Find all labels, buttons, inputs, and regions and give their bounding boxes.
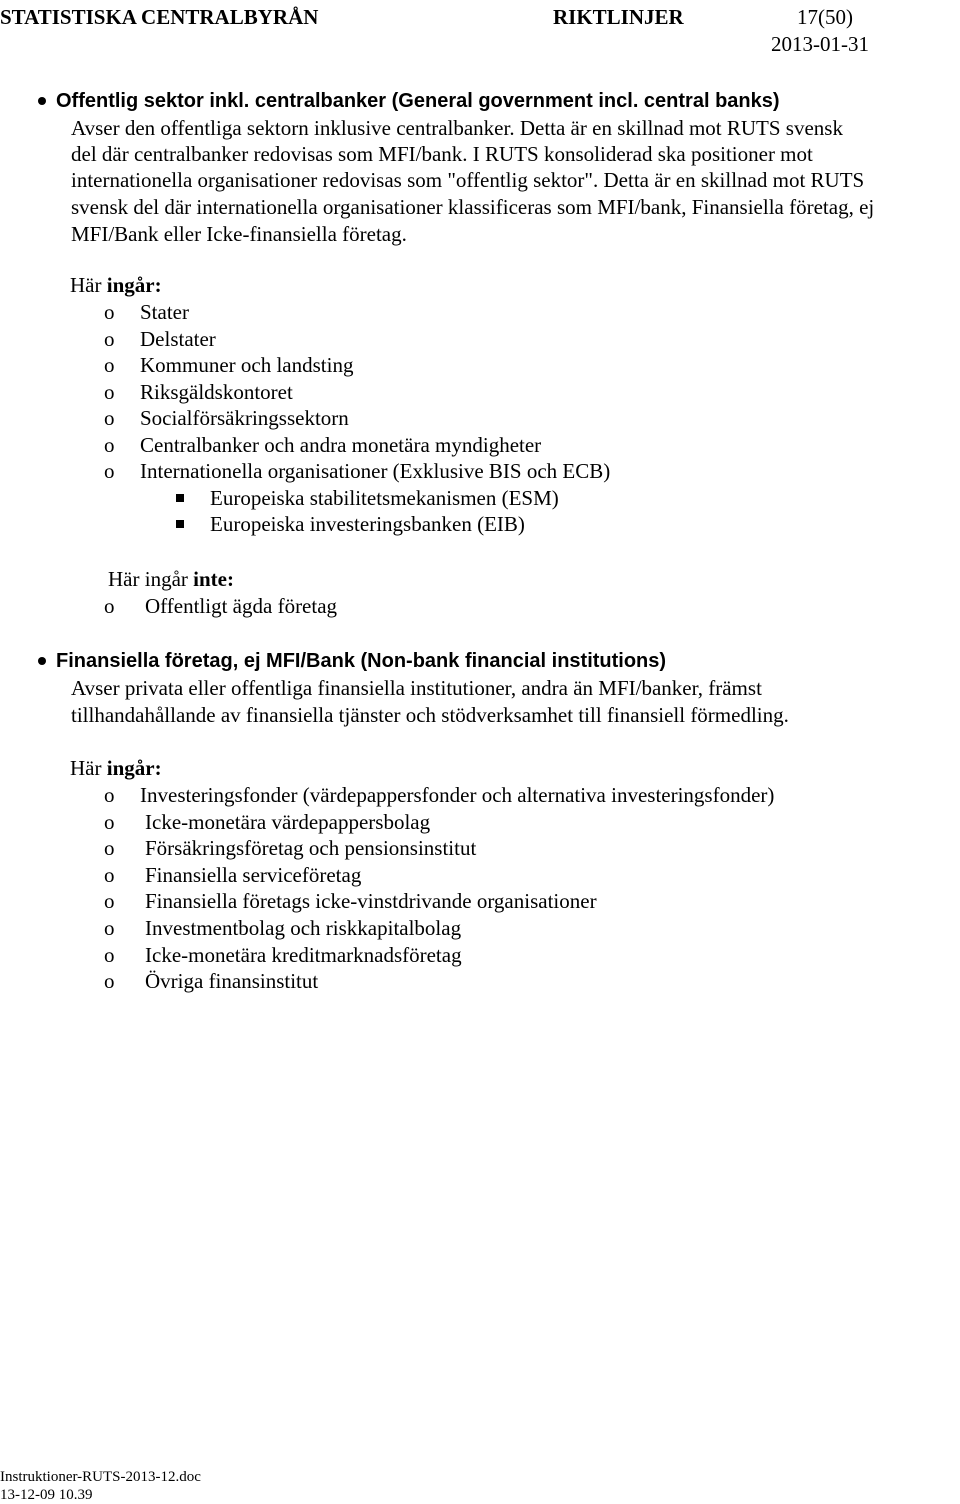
list-marker-icon: o <box>104 594 115 618</box>
footer-filename: Instruktioner-RUTS-2013-12.doc <box>0 1469 201 1485</box>
included-label-bold: ingår: <box>106 273 162 297</box>
excluded-label-bold: inte: <box>193 567 234 591</box>
section1-bullet-icon <box>38 97 46 105</box>
header-organization: STATISTISKA CENTRALBYRÅN <box>0 5 319 29</box>
list-marker-icon: o <box>104 327 115 351</box>
list-item: Internationella organisationer (Exklusive BIS och ECB) <box>140 459 611 483</box>
list-item: Stater <box>140 300 189 324</box>
section2-heading: Finansiella företag, ej MFI/Bank (Non-bank financial institutions) <box>56 650 667 672</box>
list-item: Icke-monetära värdepappersbolag <box>145 810 431 834</box>
section1-paragraph-line: internationella organisationer redovisas som "offentlig sektor". Detta är en skillnad mot RUTS <box>71 168 865 192</box>
section2-bullet-icon <box>38 657 46 665</box>
list-marker-icon: o <box>104 406 115 430</box>
section1-heading: Offentlig sektor inkl. centralbanker (General government incl. central banks) <box>56 90 780 112</box>
list-marker-icon: o <box>104 459 115 483</box>
section2-paragraph-line: Avser privata eller offentliga finansiella institutioner, andra än MFI/banker, främst <box>71 676 762 700</box>
included-label-prefix: Här <box>70 756 107 780</box>
list-marker-icon: o <box>104 863 115 887</box>
list-item: Delstater <box>140 327 216 351</box>
included-label-bold: ingår: <box>106 756 162 780</box>
section1-paragraph-line: Avser den offentliga sektorn inklusive centralbanker. Detta är en skillnad mot RUTS svensk <box>71 116 843 140</box>
section1-excluded-label <box>108 566 234 592</box>
list-item: Riksgäldskontoret <box>140 380 293 404</box>
excluded-label-prefix: Här ingår <box>108 567 194 591</box>
section2-included-label <box>70 755 162 781</box>
list-item: Offentligt ägda företag <box>145 594 338 618</box>
list-marker-icon: o <box>104 916 115 940</box>
list-marker-icon: o <box>104 889 115 913</box>
header-date: 2013-01-31 <box>771 32 869 56</box>
footer-timestamp: 13-12-09 10.39 <box>0 1487 93 1503</box>
list-item: Centralbanker och andra monetära myndigheter <box>140 433 542 457</box>
square-bullet-icon <box>176 520 184 528</box>
square-bullet-icon <box>176 494 184 502</box>
list-item: Kommuner och landsting <box>140 353 354 377</box>
list-marker-icon: o <box>104 810 115 834</box>
header-doc-type: RIKTLINJER <box>553 5 684 29</box>
list-item: Investmentbolag och riskkapitalbolag <box>145 916 462 940</box>
list-marker-icon: o <box>104 380 115 404</box>
section1-paragraph-line: MFI/Bank eller Icke-finansiella företag. <box>71 222 407 246</box>
section1-paragraph-line: svensk del där internationella organisationer klassificeras som MFI/bank, Finansiella företag, ej <box>71 195 875 219</box>
list-marker-icon: o <box>104 300 115 324</box>
list-item: Icke-monetära kreditmarknadsföretag <box>145 943 462 967</box>
included-label-prefix: Här <box>70 273 107 297</box>
list-item: Försäkringsföretag och pensionsinstitut <box>145 836 477 860</box>
list-marker-icon: o <box>104 943 115 967</box>
header-page-number: 17(50) <box>797 5 853 29</box>
sub-list-item: Europeiska stabilitetsmekanismen (ESM) <box>210 486 559 510</box>
list-marker-icon: o <box>104 969 115 993</box>
section1-paragraph-line: del där centralbanker redovisas som MFI/bank. I RUTS konsoliderad ska positioner mot <box>71 142 813 166</box>
list-item: Finansiella serviceföretag <box>145 863 362 887</box>
list-item: Investeringsfonder (värdepappersfonder och alternativa investeringsfonder) <box>140 783 775 807</box>
list-marker-icon: o <box>104 783 115 807</box>
list-marker-icon: o <box>104 433 115 457</box>
section2-paragraph-line: tillhandahållande av finansiella tjänster och stödverksamhet till finansiell förmedling. <box>71 703 789 727</box>
list-marker-icon: o <box>104 836 115 860</box>
list-item: Finansiella företags icke-vinstdrivande organisationer <box>145 889 597 913</box>
section1-included-label <box>70 272 162 298</box>
sub-list-item: Europeiska investeringsbanken (EIB) <box>210 512 525 536</box>
list-item: Socialförsäkringssektorn <box>140 406 349 430</box>
list-item: Övriga finansinstitut <box>145 969 319 993</box>
list-marker-icon: o <box>104 353 115 377</box>
